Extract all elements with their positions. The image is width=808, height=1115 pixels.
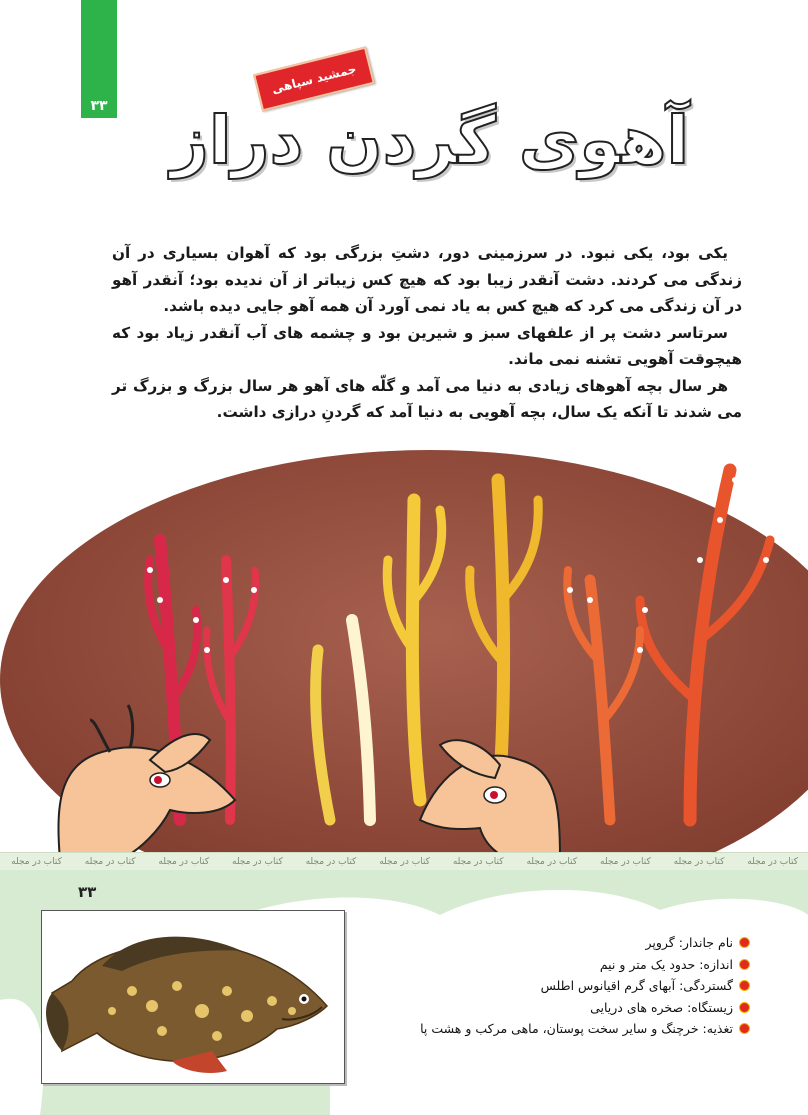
- fact-text: زیستگاه: صخره های دریایی: [590, 999, 733, 1015]
- strip-label: کتاب در مجله: [84, 857, 136, 867]
- fish-photo: [41, 910, 345, 1084]
- fact-item: [330, 975, 750, 997]
- story-paragraph: یکی بود، یکی نبود. در سرزمینی دور، دشتِ بزرگی بود که آهوان بسیاری در آن زندگی می کردند. دشت آنقدر زیبا بود که هیچ کس زیباتر از آن ندیده بود؛ آنقدر آهو در آن زندگی می کرد که هیچ کس به یاد نمی آورد آن همه آهو جایی دیده باشد.: [112, 244, 742, 315]
- strip-label: کتاب در مجله: [673, 857, 725, 867]
- strip-label: کتاب در مجله: [600, 857, 651, 867]
- magazine-strip: [0, 852, 808, 872]
- fact-page-number: ۳۳: [78, 883, 97, 901]
- story-paragraph: هر سال بچه آهوهای زیادی به دنیا می آمد و گلّه های آهو هر سال بزرگ و بزرگ تر می شدند تا آنکه یک سال، بچه آهویی به دنیا آمد که گردنِ درازی داشت.: [112, 376, 742, 421]
- bullet-icon: [739, 1023, 750, 1034]
- strip-label: کتاب در مجله: [232, 857, 283, 867]
- strip-label: کتاب در مجله: [158, 857, 210, 867]
- story-paragraph: سرتاسر دشت پر از علفهای سبز و شیرین بود و چشمه های آب آنقدر زیاد بود که هیچوقت آهویی تشنه نمی ماند.: [112, 323, 742, 368]
- page-number: ۳۳: [90, 98, 108, 114]
- deer-illustration: [0, 440, 808, 860]
- bullet-icon: [739, 959, 750, 970]
- strip-label: کتاب در مجله: [379, 857, 430, 867]
- strip-label: کتاب در مجله: [305, 857, 357, 867]
- story-text: [112, 240, 742, 426]
- fact-text: نام جاندار: گروپر: [645, 935, 733, 951]
- bullet-icon: [739, 937, 750, 948]
- fact-text: گستردگی: آبهای گرم اقیانوس اطلس: [540, 978, 733, 994]
- strip-label: کتاب در مجله: [11, 857, 62, 867]
- grouper-fish-image: [42, 911, 344, 1083]
- page-tab: [81, 0, 117, 118]
- fact-text: تغذیه: خرچنگ و سایر سخت پوستان، ماهی مرکب و هشت پا: [420, 1021, 733, 1037]
- fact-text: اندازه: حدود یک متر و نیم: [599, 956, 733, 972]
- fact-list: [330, 932, 750, 1040]
- bullet-icon: [739, 980, 750, 991]
- bullet-icon: [739, 1002, 750, 1013]
- strip-label: کتاب در مجله: [747, 857, 798, 867]
- strip-label: کتاب در مجله: [526, 857, 578, 867]
- fact-item: [330, 997, 750, 1019]
- fact-item: [330, 954, 750, 976]
- strip-label: کتاب در مجله: [452, 857, 504, 867]
- author-label: جمشید سپاهی: [253, 47, 375, 112]
- story-title: آهوی گردن دراز: [170, 102, 690, 179]
- fact-item: [330, 932, 750, 954]
- fact-item: [330, 1018, 750, 1040]
